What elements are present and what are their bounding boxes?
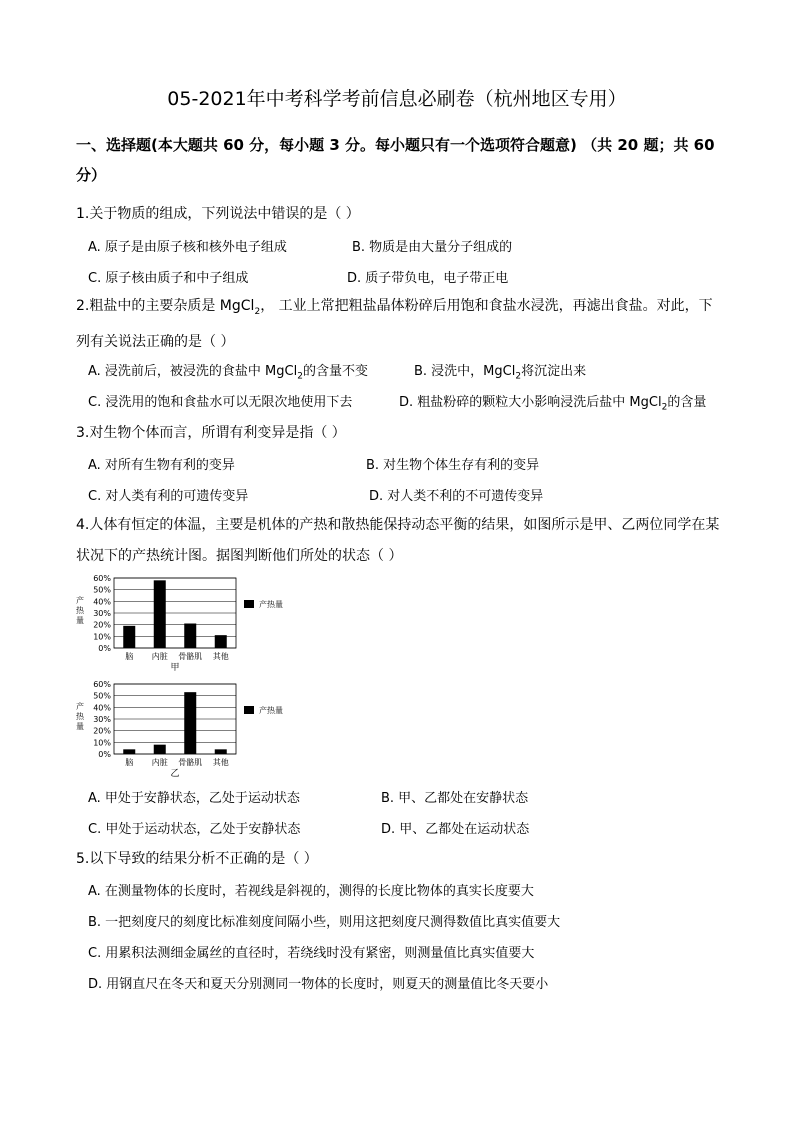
- q2-option-c[interactable]: C. 浸洗用的饱和食盐水可以无限次地使用下去: [88, 395, 353, 410]
- q2-a-pre: A. 浸洗前后，被浸洗的食盐中 MgCl: [88, 364, 298, 379]
- bar-骨骼肌: [184, 624, 196, 649]
- q2-d-post: 的含量: [667, 395, 707, 410]
- y-tick-label: 40%: [93, 703, 111, 713]
- bar-其他: [215, 749, 227, 754]
- q1-stem: 1.关于物质的组成，下列说法中错误的是（ ）: [76, 206, 360, 222]
- y-tick-label: 0%: [98, 644, 111, 653]
- q1-option-d[interactable]: D. 质子带负电，电子带正电: [347, 271, 509, 286]
- page-title: 05-2021年中考科学考前信息必刷卷（杭州地区专用）: [167, 88, 627, 110]
- q5-stem: 5.以下导致的结果分析不正确的是（ ）: [76, 851, 318, 867]
- bar-内脏: [154, 580, 166, 648]
- x-tick-label: 其他: [212, 652, 229, 661]
- x-axis-label: 乙: [170, 769, 180, 779]
- y-tick-label: 30%: [93, 715, 111, 724]
- y-tick-label: 20%: [93, 620, 111, 630]
- y-tick-label: 20%: [93, 726, 111, 736]
- q2-stem-pre: 2.粗盐中的主要杂质是 MgCl: [76, 298, 255, 314]
- x-tick-label: 脑: [125, 758, 134, 767]
- y-axis-label: 产: [76, 596, 84, 605]
- q5-option-d[interactable]: D. 用钢直尺在冬天和夏天分别测同一物体的长度时，则夏天的测量值比冬天要小: [88, 977, 549, 992]
- q2-b-post: 将沉淀出来: [521, 364, 587, 379]
- legend-label: 产热量: [259, 706, 283, 715]
- bar-脑: [123, 626, 135, 648]
- q4-option-b[interactable]: B. 甲、乙都处在安静状态: [381, 791, 529, 806]
- y-axis-label: 热: [76, 606, 84, 615]
- chart-yi: [72, 676, 312, 780]
- q2-a-sub: 2: [297, 371, 303, 382]
- y-axis-label: 量: [76, 722, 84, 731]
- bar-内脏: [154, 745, 166, 754]
- q4-option-c[interactable]: C. 甲处于运动状态，乙处于安静状态: [88, 822, 301, 837]
- q2-option-d[interactable]: [399, 391, 706, 413]
- q2-b-sub: 2: [515, 371, 522, 382]
- q2-d-sub: 2: [661, 402, 668, 413]
- y-axis-label: 量: [76, 616, 84, 625]
- chart-jia: [72, 570, 312, 674]
- y-tick-label: 60%: [93, 574, 111, 583]
- y-tick-label: 50%: [93, 691, 111, 701]
- q4-option-a[interactable]: A. 甲处于安静状态，乙处于运动状态: [88, 791, 300, 806]
- q2-stem: [76, 291, 726, 357]
- q5-option-c[interactable]: C. 用累积法测细金属丝的直径时，若绕线时没有紧密，则测量值比真实值要大: [88, 946, 535, 961]
- bar-脑: [123, 749, 135, 754]
- q2-sub: 2: [254, 306, 261, 317]
- y-axis-label: 产: [76, 702, 84, 711]
- q1-option-a[interactable]: A. 原子是由原子核和核外电子组成: [88, 240, 287, 255]
- y-tick-label: 10%: [93, 632, 111, 642]
- q3-stem: 3.对生物个体而言，所谓有利变异是指（ ）: [76, 425, 346, 441]
- x-tick-label: 内脏: [151, 758, 168, 767]
- q2-d-pre: D. 粗盐粉碎的颗粒大小影响浸洗后盐中 MgCl: [399, 395, 662, 410]
- y-tick-label: 40%: [93, 597, 111, 607]
- q4-stem-line2: 状况下的产热统计图。据图判断他们所处的状态（ ）: [76, 548, 403, 564]
- y-tick-label: 0%: [98, 750, 111, 759]
- q5-option-b[interactable]: B. 一把刻度尺的刻度比标准刻度间隔小些，则用这把刻度尺测得数值比真实值要大: [88, 915, 561, 930]
- section-heading: 一、选择题(本大题共 60 分，每小题 3 分。每小题只有一个选项符合题意) （共 20 题；共 60 分）: [76, 136, 715, 184]
- q2-a-post: 的含量不变: [302, 364, 368, 379]
- q4-option-d[interactable]: D. 甲、乙都处在运动状态: [381, 822, 530, 837]
- q3-option-a[interactable]: A. 对所有生物有利的变异: [88, 458, 235, 473]
- q2-stem-post: ， 工业上常把粗盐晶体粉碎后用饱和食盐水浸洗，再滤出食盐。对此，下列有关说法正确的是（ ）: [76, 298, 713, 350]
- q1-option-c[interactable]: C. 原子核由质子和中子组成: [88, 271, 249, 286]
- y-tick-label: 10%: [93, 738, 111, 748]
- q3-option-d[interactable]: D. 对人类不利的不可遗传变异: [369, 489, 544, 504]
- x-tick-label: 内脏: [151, 652, 168, 661]
- legend-swatch: [244, 600, 254, 608]
- legend-swatch: [244, 706, 254, 714]
- q2-b-pre: B. 浸洗中，MgCl: [414, 364, 516, 379]
- legend-label: 产热量: [259, 600, 283, 609]
- x-tick-label: 其他: [212, 758, 229, 767]
- y-tick-label: 60%: [93, 680, 111, 689]
- x-tick-label: 脑: [125, 652, 134, 661]
- q5-option-a[interactable]: A. 在测量物体的长度时，若视线是斜视的，测得的长度比物体的真实长度要大: [88, 884, 534, 899]
- y-tick-label: 50%: [93, 585, 111, 595]
- q4-stem-line1: 4.人体有恒定的体温，主要是机体的产热和散热能保持动态平衡的结果，如图所示是甲、乙两位同学在某: [76, 517, 720, 533]
- x-axis-label: 甲: [170, 663, 180, 673]
- y-tick-label: 30%: [93, 609, 111, 618]
- x-tick-label: 骨骼肌: [178, 758, 203, 767]
- q1-option-b[interactable]: B. 物质是由大量分子组成的: [352, 240, 513, 255]
- bar-骨骼肌: [184, 692, 196, 754]
- q2-option-a[interactable]: [88, 360, 368, 382]
- q3-option-c[interactable]: C. 对人类有利的可遗传变异: [88, 489, 249, 504]
- bar-其他: [215, 635, 227, 648]
- q3-option-b[interactable]: B. 对生物个体生存有利的变异: [366, 458, 540, 473]
- q2-option-b[interactable]: [414, 360, 586, 382]
- y-axis-label: 热: [76, 712, 84, 721]
- x-tick-label: 骨骼肌: [178, 652, 203, 661]
